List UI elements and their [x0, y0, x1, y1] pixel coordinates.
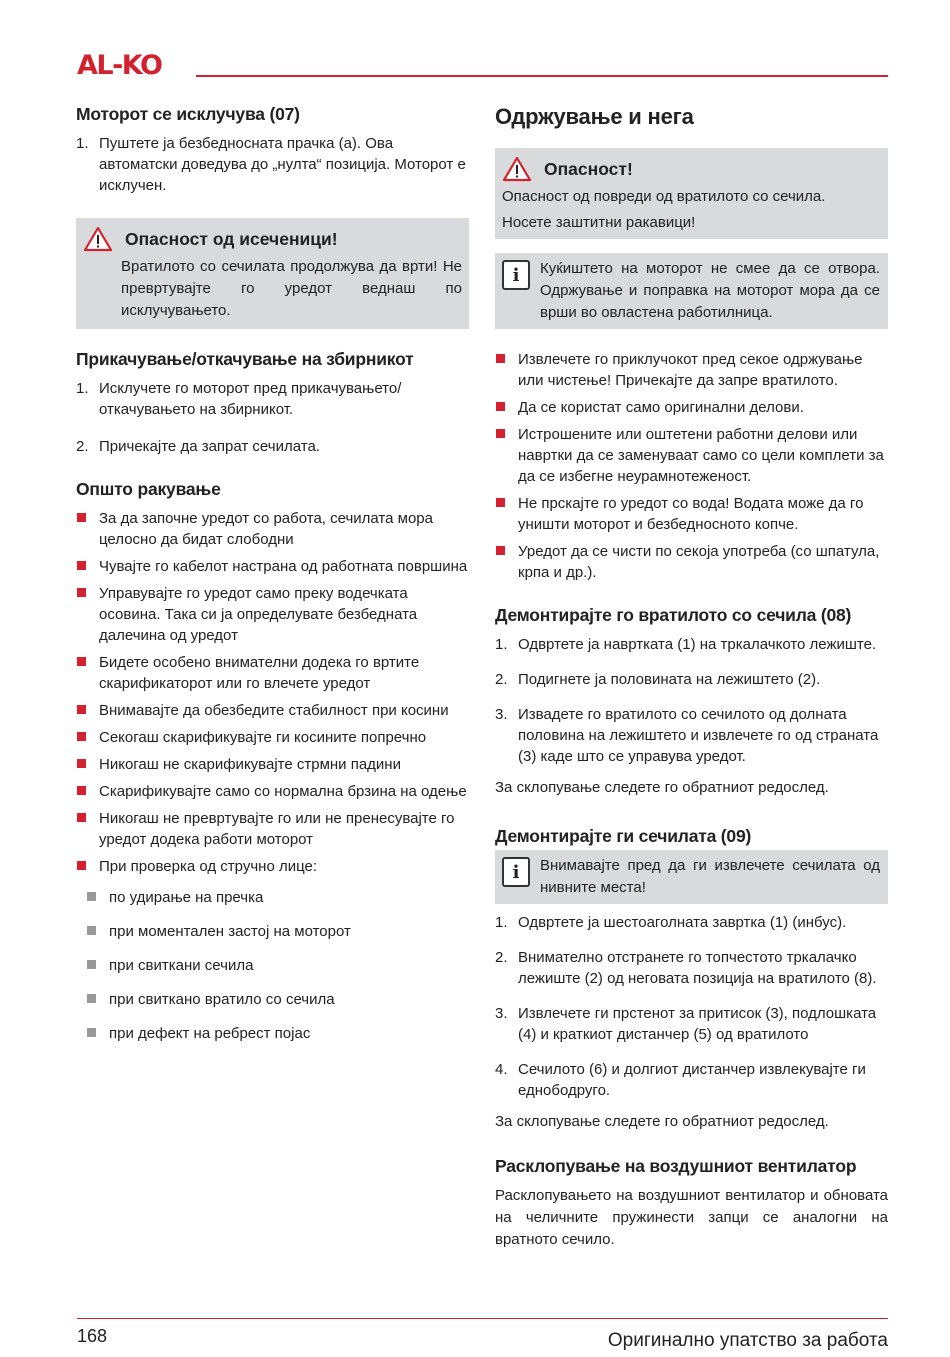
warning-text: Вратилото со сечилата продолжува да врти! Не превртувајте го уредот веднаш по исклучувањето. [121, 258, 462, 319]
info-icon: i [502, 260, 530, 290]
bullet-item: Чувајте го кабелот настрана од работната површина [76, 556, 469, 577]
list-item: 2. Причекајте да запрат сечилата. [76, 438, 320, 455]
list-item: 4. Сечилото (6) и долгиот дистанчер извлекувајте ги еднободруго. [495, 1061, 866, 1099]
bullet-item: Секогаш скарификувајте ги косините попречно [76, 727, 469, 748]
sub-bullet-item: по удирање на пречка [76, 887, 469, 908]
bullet-item: За да започне уредот со работа, сечилата мора целосно да бидат слободни [76, 508, 469, 550]
section-title: Општо ракување [76, 479, 221, 499]
list-item: 2. Подигнете ја половината на лежиштето (2). [495, 671, 821, 688]
note-text: За склопување следете го обратниот редослед. [495, 1113, 829, 1130]
danger-title: Опасност! [544, 158, 633, 179]
danger-line: Носете заштитни ракавици! [502, 214, 696, 231]
footer-text: Оригинално упатство за работа [607, 1330, 888, 1351]
sub-bullet-item: при свиткано вратило со сечила [76, 989, 469, 1010]
sub-bullet-item: при моментален застој на моторот [76, 921, 469, 942]
section-title: Демонтирајте го вратилото со сечила (08) [495, 605, 852, 625]
bullet-item: Никогаш не скарификувајте стрмни падини [76, 754, 469, 775]
section-title: Расклопување на воздушниот вентилатор [495, 1156, 857, 1176]
list-item: 3. Извлечете ги прстенот за притисок (3), подлошката (4) и краткиот дистанчер (5) од вратилото [495, 1005, 877, 1043]
list-item: 1. Одвртете ја навртката (1) на тркалачкото лежиште. [495, 636, 877, 653]
warning-triangle-icon [83, 226, 113, 252]
list-item: 3. Извадете го вратилото со сечилото од долната половина на лежиштето и извлечете го од страната (3) каде што се управува уредот. [495, 706, 879, 765]
danger-line: Опасност од повреди од вратилото со сечила. [502, 188, 826, 205]
list-item: 1. Исклучете го моторот пред прикачувањето/ откачувањето на збирникот. [76, 380, 402, 418]
header-rule [196, 75, 888, 77]
left-column [76, 104, 469, 1066]
bullet-item: Скарификувајте само со нормална брзина на одење [76, 781, 469, 802]
bullet-item: Уредот да се чисти по секоја употреба (со шпатула, крпа и др.). [495, 541, 888, 583]
bullet-item: Внимавајте да обезбедите стабилност при косини [76, 700, 469, 721]
bullet-item: Бидете особено внимателни додека го вртите скарификаторот или го влечете уредот [76, 652, 469, 694]
list-item: 1. Одвртете ја шестоаголната завртка (1) (инбус). [495, 914, 847, 931]
info-box-blades [495, 850, 888, 904]
sub-bullet-item: при дефект на ребрест појас [76, 1023, 469, 1044]
warning-title: Опасност од исеченици! [125, 228, 338, 249]
body-text: Расклопувањето на воздушниот вентилатор и обновата на челичните пружинести запци се аналогни на вратното сечило. [495, 1187, 888, 1248]
footer-rule [77, 1318, 888, 1319]
page-title: Одржување и нега [495, 104, 694, 129]
section-handling [76, 479, 469, 1044]
bullet-item: Да се користат само оригинални делови. [495, 397, 888, 418]
bullet-item: Не прскајте го уредот со вода! Водата може да го уништи моторот и безбедносното копче. [495, 493, 888, 535]
bullet-item: Извлечете го приклучокот пред секое одржување или чистење! Причекајте да запре вратилото. [495, 349, 888, 391]
warning-triangle-icon [502, 156, 532, 182]
note-text: За склопување следете го обратниот редослед. [495, 779, 829, 796]
list-item: 2. Внимателно отстранете го топчестото тркалачко лежиште (2) од неговата позиција на вратилото (8). [495, 949, 877, 987]
info-box-motor [495, 253, 888, 329]
section-title: Моторот се исклучува (07) [76, 104, 300, 124]
bullet-item: Истрошените или оштетени работни делови или навртки да се заменуваат само со цели комплети за да се избегне неурамнотеженост. [495, 424, 888, 487]
section-dismantle-blades [495, 826, 888, 1132]
section-title: Прикачување/откачување на збирникот [76, 349, 414, 369]
bullet-item: Управувајте го уредот само преку водечката осовина. Така си ја определувате безбедната далечина од уредот [76, 583, 469, 646]
section-fan [495, 1156, 888, 1251]
info-text: Куќиштето на моторот не смее да се отвора. Одржување и поправка на моторот мора да се врши во овластена работилница. [540, 260, 880, 321]
right-column [495, 104, 888, 1273]
bullet-item: При проверка од стручно лице: [76, 856, 469, 877]
sub-bullet-item: при свиткани сечила [76, 955, 469, 976]
info-text: Внимавајте пред да ги извлечете сечилата од нивните места! [540, 857, 880, 896]
bullet-item: Никогаш не превртувајте го или не пренесувајте го уредот додека работи моторот [76, 808, 469, 850]
danger-box [495, 148, 888, 239]
section-dismantle-shaft [495, 605, 888, 798]
cut-warning-box [76, 218, 469, 329]
section-motor-off [76, 104, 469, 196]
section-title: Демонтирајте ги сечилата (09) [495, 826, 752, 846]
section-collector [76, 349, 469, 457]
list-item: 1. Пуштете ја безбедносната прачка (a). Ова автоматски доведува до „нулта“ позиција. Моторот е исклучен. [76, 135, 466, 194]
alko-logo: AL-KO [77, 50, 162, 81]
info-icon: i [502, 857, 530, 887]
page-number: 168 [77, 1326, 108, 1346]
